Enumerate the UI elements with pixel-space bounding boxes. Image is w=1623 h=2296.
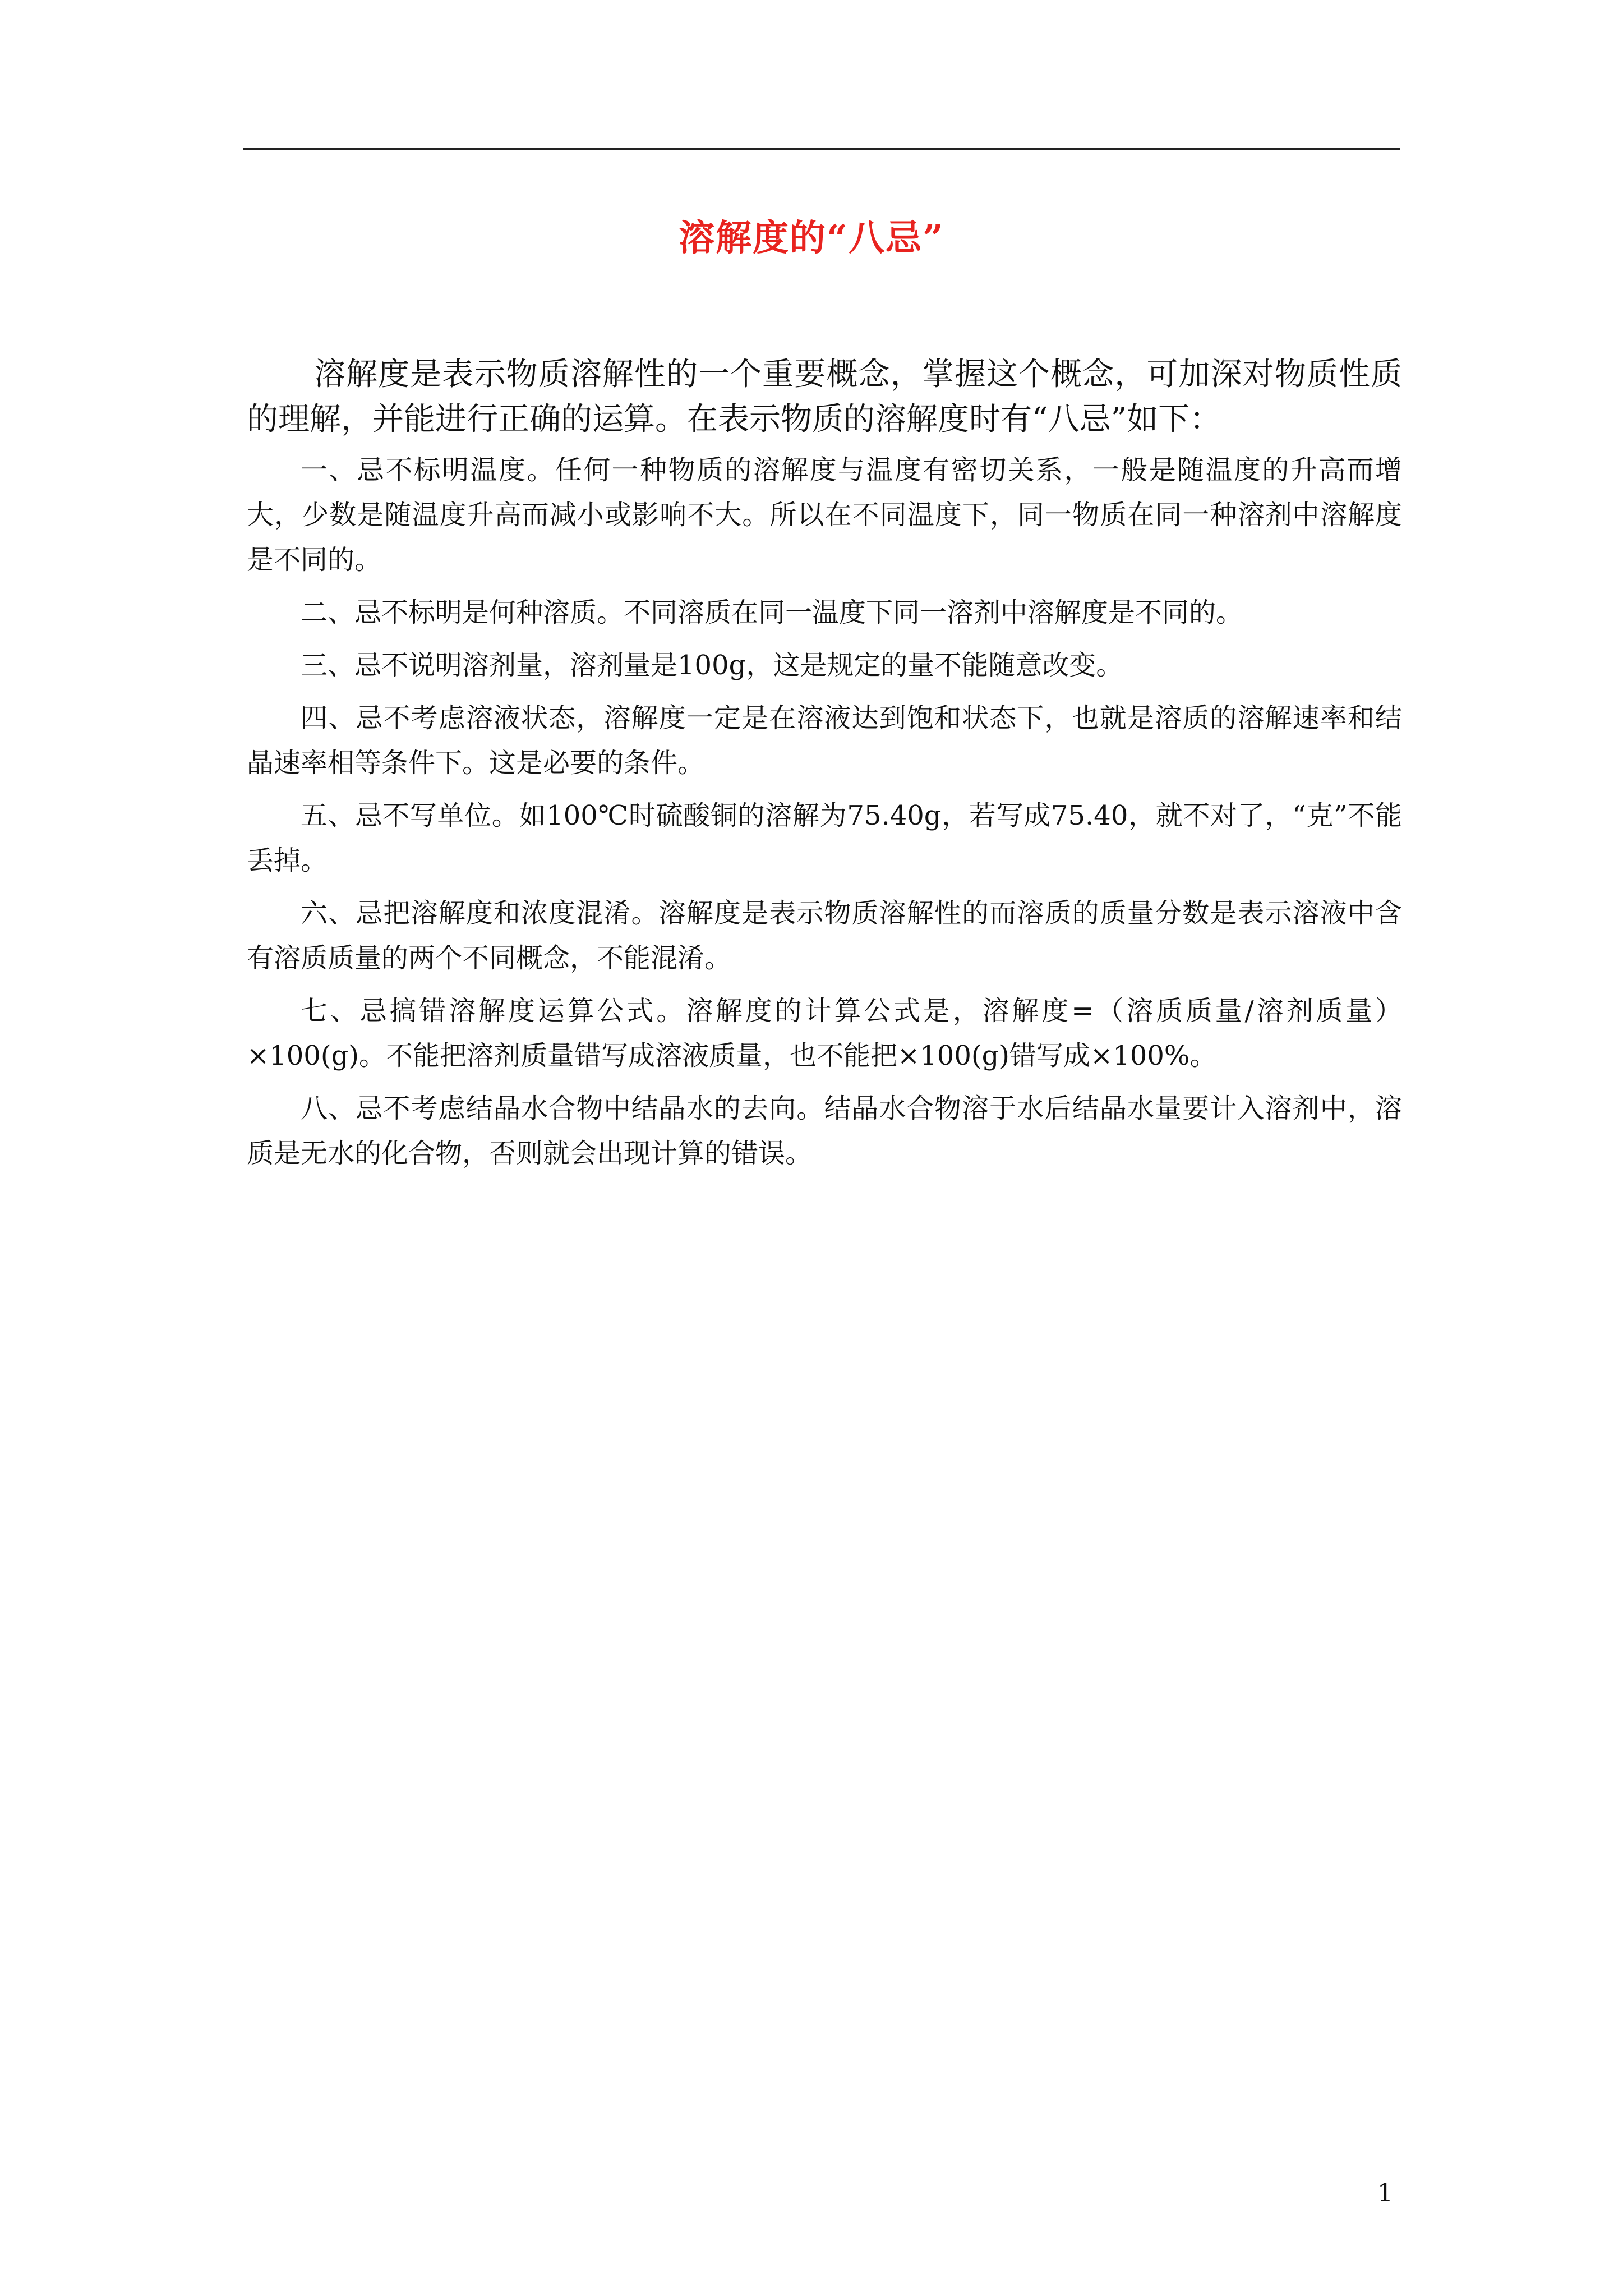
list-item: 五、忌不写单位。如100℃时硫酸铜的溶解为75.40g，若写成75.40，就不对了，“克”不能丢掉。 [247,800,1402,876]
list-item: 一、忌不标明温度。任何一种物质的溶解度与温度有密切关系，一般是随温度的升高而增大，少数是随温度升高而减小或影响不大。所以在不同温度下，同一物质在同一种溶剂中溶解度是不同的。 [247,454,1402,576]
list-item: 三、忌不说明溶剂量，溶剂量是100g，这是规定的量不能随意改变。 [301,650,1123,681]
taboo-list [247,448,1402,1184]
list-item: 八、忌不考虑结晶水合物中结晶水的去向。结晶水合物溶于水后结晶水量要计入溶剂中，溶质是无水的化合物，否则就会出现计算的错误。 [247,1093,1402,1169]
list-item: 二、忌不标明是何种溶质。不同溶质在同一温度下同一溶剂中溶解度是不同的。 [301,597,1243,628]
page-title: 溶解度的“八忌” [679,217,944,259]
header-rule [243,148,1400,150]
list-item: 六、忌把溶解度和浓度混淆。溶解度是表示物质溶解性的而溶质的质量分数是表示溶液中含有溶质质量的两个不同概念，不能混淆。 [247,898,1402,974]
list-item: 四、忌不考虑溶液状态，溶解度一定是在溶液达到饱和状态下，也就是溶质的溶解速率和结晶速率相等条件下。这是必要的条件。 [247,702,1402,779]
page-number: 1 [1377,2179,1393,2207]
intro-paragraph: 溶解度是表示物质溶解性的一个重要概念，掌握这个概念，可加深对物质性质的理解，并能进行正确的运算。在表示物质的溶解度时有“八忌”如下： [247,356,1402,438]
list-item: 七、忌搞错溶解度运算公式。溶解度的计算公式是，溶解度=（溶质质量/溶剂质量）×100(g)。不能把溶剂质量错写成溶液质量，也不能把×100(g)错写成×100%。 [247,995,1402,1071]
